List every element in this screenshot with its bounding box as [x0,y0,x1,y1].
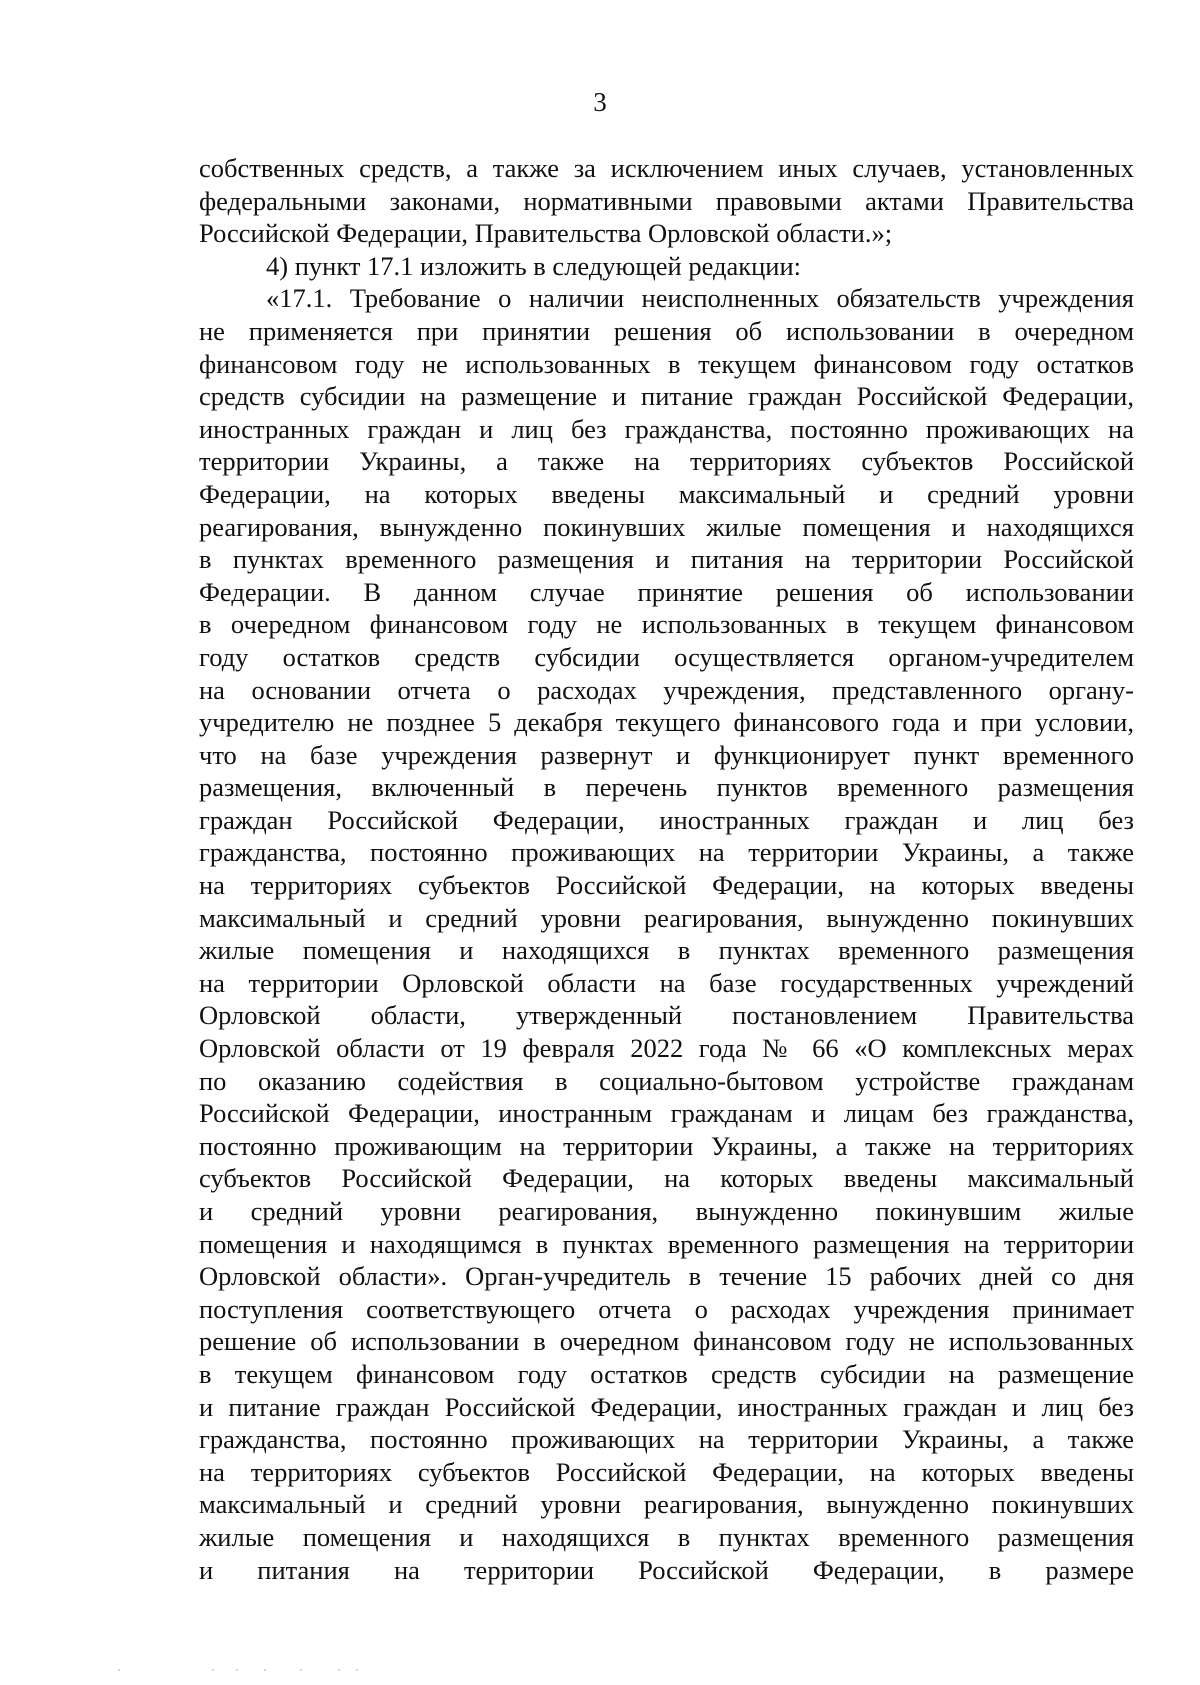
scan-speck [338,1669,340,1671]
text-line: жилые помещения и находящихся в пунктах временного размещения [199,935,1134,966]
text-line: решение об использовании в очередном финансовом году не использованных [199,1326,1134,1357]
text-line: и питание граждан Российской Федерации, иностранных граждан и лиц без [199,1391,1134,1422]
text-line: гражданства, постоянно проживающих на территории Украины, а также [199,1424,1134,1455]
text-line: году остатков средств субсидии осуществляется органом-учредителем [199,641,1134,672]
text-line: помещения и находящимся в пунктах временного размещения на территории [199,1228,1134,1259]
text-line: в очередном финансовом году не использованных в текущем финансовом [199,609,1134,640]
text-line: средств субсидии на размещение и питание граждан Российской Федерации, [199,381,1134,412]
text-line: на территориях субъектов Российской Федерации, на которых введены [199,1456,1134,1487]
text-line: Российской Федерации, иностранным гражданам и лицам без гражданства, [199,1098,1134,1129]
scan-speck [264,1669,266,1671]
text-line: гражданства, постоянно проживающих на территории Украины, а также [199,837,1134,868]
text-line: максимальный и средний уровни реагирования, вынужденно покинувших [199,1489,1134,1520]
text-line: в текущем финансовом году остатков средств субсидии на размещение [199,1358,1134,1389]
text-line: что на базе учреждения развернут и функционирует пункт временного [199,739,1134,770]
text-line: реагирования, вынужденно покинувших жилые помещения и находящихся [199,511,1134,542]
text-line: территории Украины, а также на территориях субъектов Российской [199,446,1134,477]
text-line: жилые помещения и находящихся в пунктах временного размещения [199,1521,1134,1552]
text-line: Орловской области от 19 февраля 2022 года № 66 «О комплексных мерах [199,1033,1134,1064]
text-line: на территории Орловской области на базе государственных учреждений [199,967,1134,998]
text-line: иностранных граждан и лиц без гражданства, постоянно проживающих на [199,413,1134,444]
scan-speck [356,1669,358,1671]
page-number: 3 [593,87,607,117]
text-line: и средний уровни реагирования, вынужденно покинувшим жилые [199,1196,1134,1226]
text-line: финансовом году не использованных в текущем финансовом году остатков [199,348,1134,379]
text-line: по оказанию содействия в социально-бытовом устройстве гражданам [199,1065,1134,1096]
scan-speck [300,1669,302,1671]
text-line: в пунктах временного размещения и питания на территории Российской [199,544,1134,575]
document-body-text [199,152,1134,1586]
text-line: и питания на территории Российской Федерации, в размере [199,1554,1134,1585]
text-line: Орловской области, утвержденный постановлением Правительства [199,1000,1134,1031]
scan-speck [236,1669,238,1671]
text-line: федеральными законами, нормативными правовыми актами Правительства [199,185,1134,216]
text-line: Российской Федерации, Правительства Орловской области.»; [199,218,893,249]
text-line: субъектов Российской Федерации, на которых введены максимальный [199,1163,1134,1194]
text-line: не применяется при принятии решения об использовании в очередном [199,315,1134,346]
text-line: учредителю не позднее 5 декабря текущего финансового года и при условии, [199,707,1134,738]
text-line: постоянно проживающим на территории Украины, а также на территориях [199,1130,1134,1161]
text-line: «17.1. Требование о наличии неисполненных обязательств учреждения [266,283,1134,314]
text-line: максимальный и средний уровни реагирования, вынужденно покинувших [199,902,1134,933]
text-line: на основании отчета о расходах учреждения, представленного органу- [199,674,1134,705]
text-line: поступления соответствующего отчета о расходах учреждения принимает [199,1293,1134,1324]
text-line: Федерации, на которых введены максимальный и средний уровни [199,478,1134,509]
text-line: 4) пункт 17.1 изложить в следующей редакции: [266,250,802,281]
text-line: размещения, включенный в перечень пунктов временного размещения [199,772,1134,803]
text-line: Федерации. В данном случае принятие решения об использовании [199,576,1134,607]
text-line: граждан Российской Федерации, иностранных граждан и лиц без [199,804,1134,835]
scan-speck [212,1669,214,1671]
scan-artifacts [0,1655,1200,1685]
text-line: на территориях субъектов Российской Федерации, на которых введены [199,870,1134,901]
text-line: собственных средств, а также за исключением иных случаев, установленных [199,153,1134,183]
text-line: Орловской области». Орган-учредитель в течение 15 рабочих дней со дня [199,1261,1134,1292]
scan-speck [118,1669,120,1671]
